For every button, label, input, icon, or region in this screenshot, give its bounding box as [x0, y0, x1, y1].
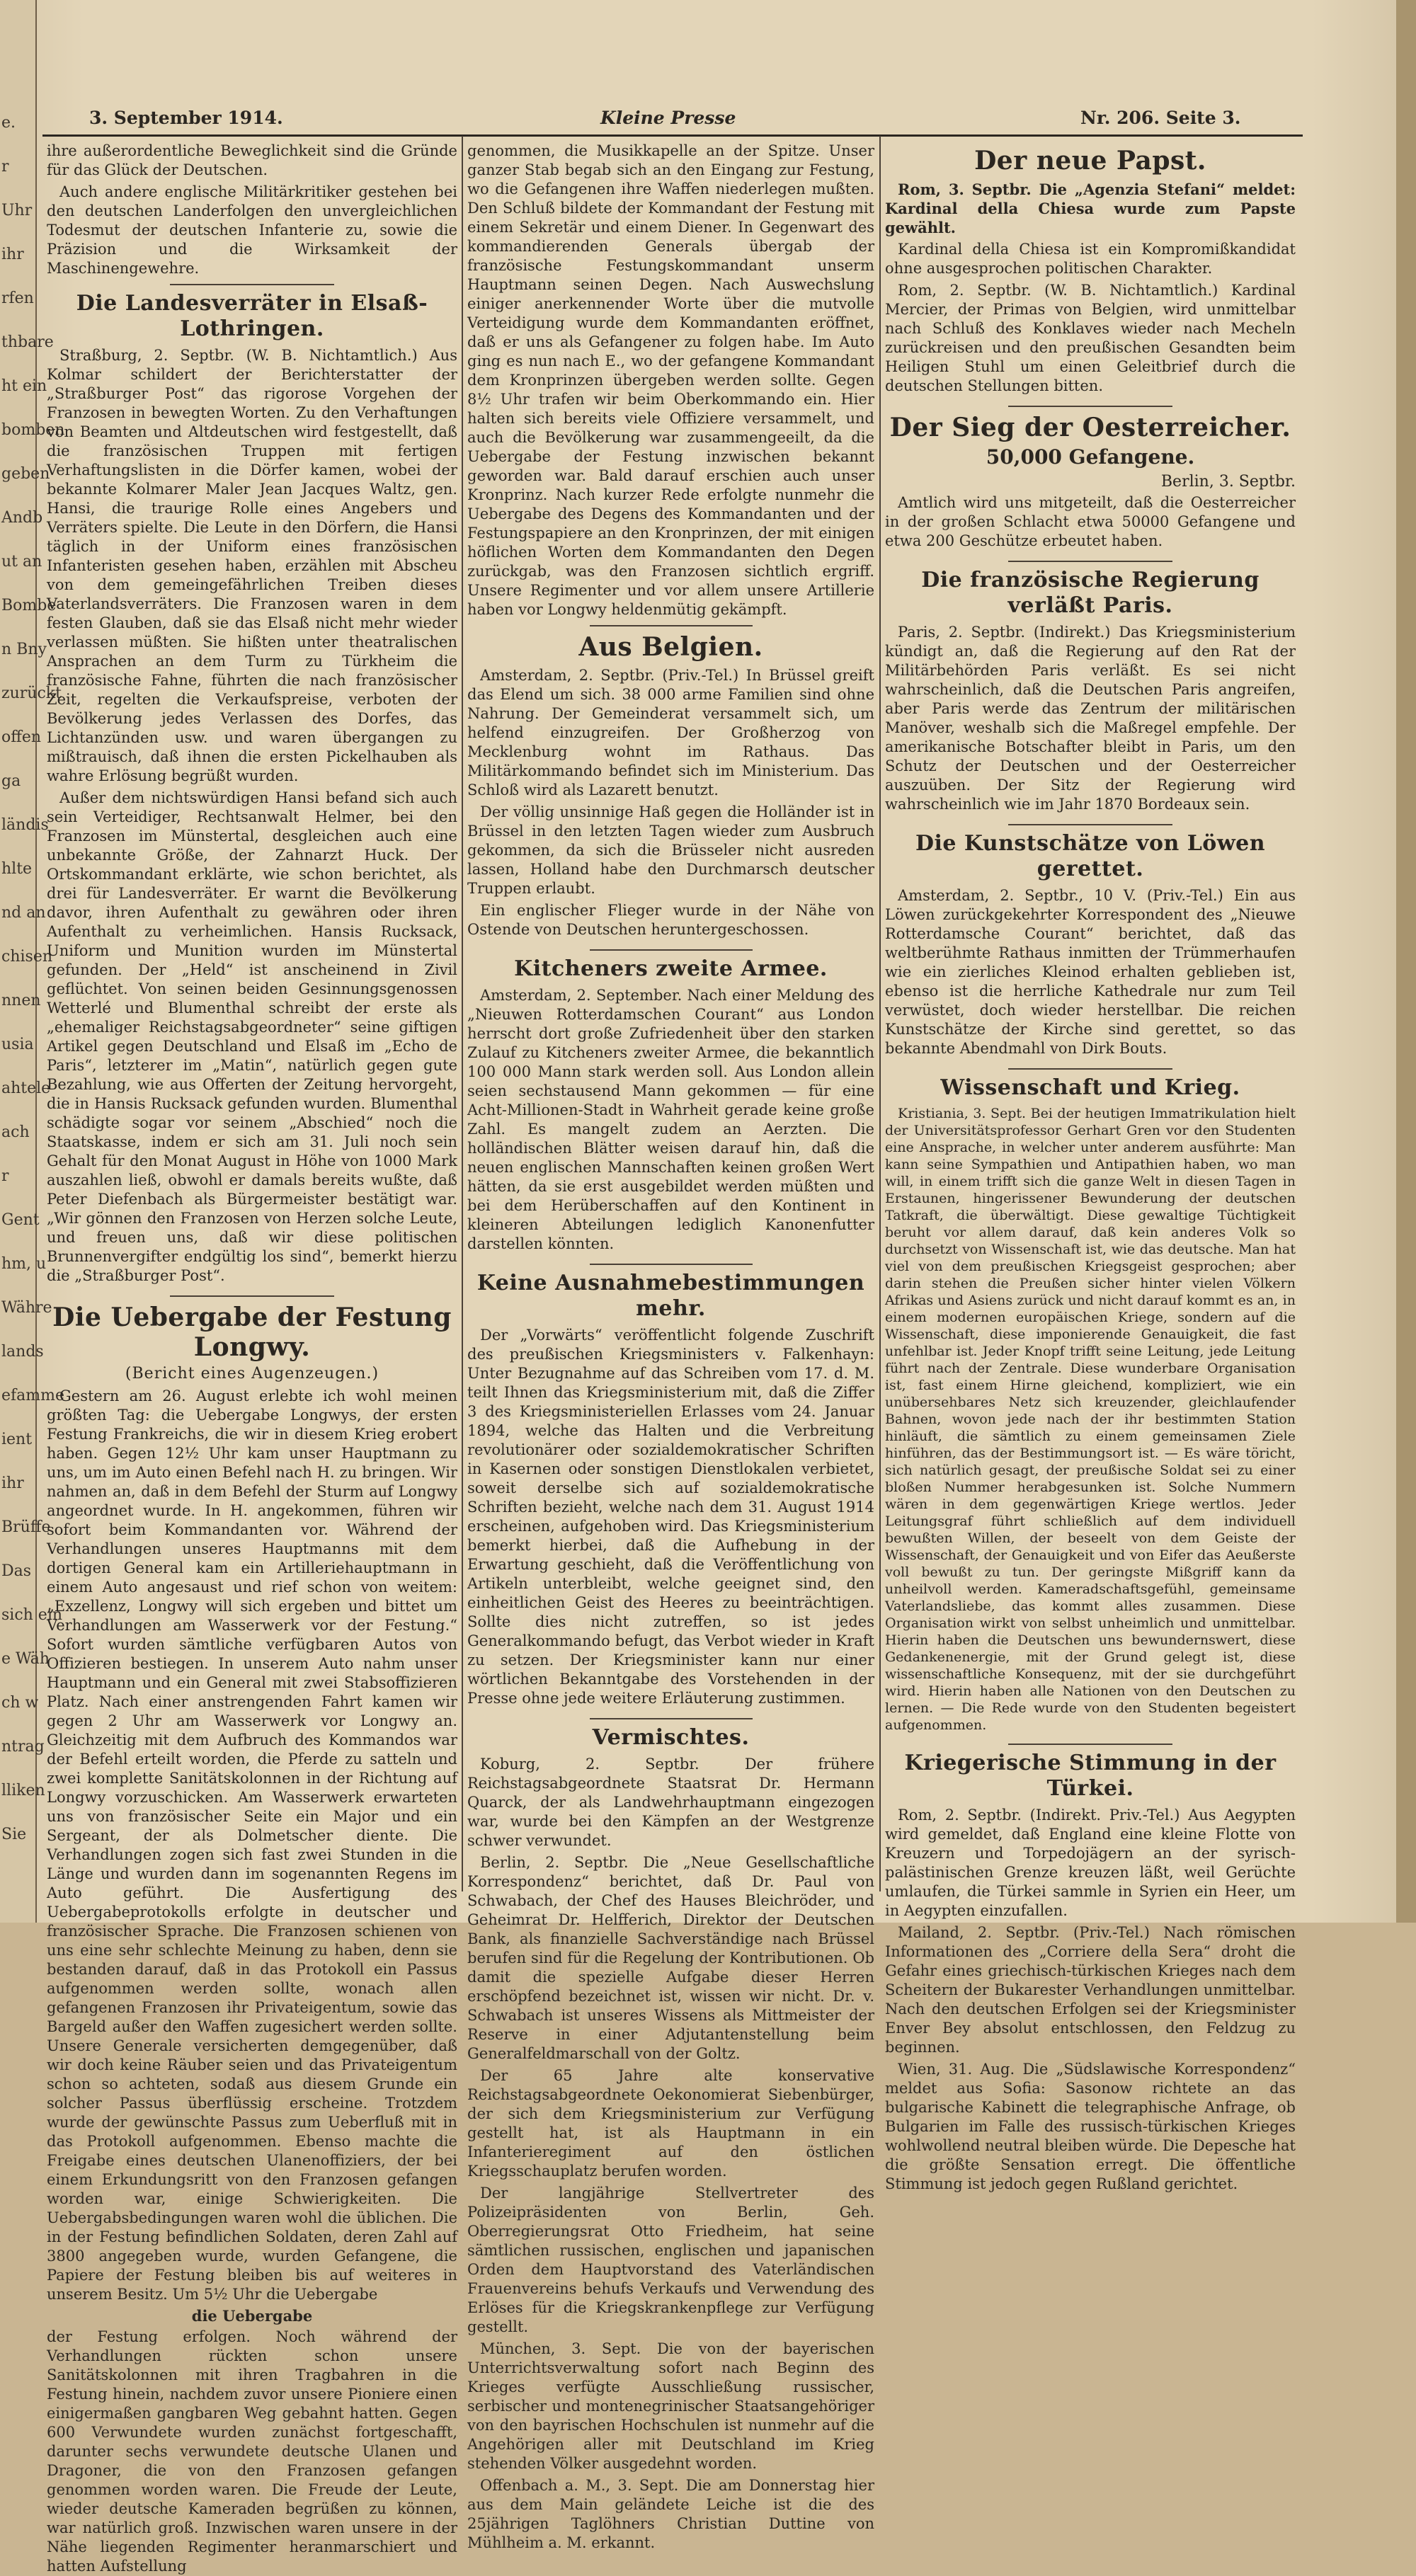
- page-edge-shadow: [1396, 0, 1416, 1923]
- previous-page-fragment: Bombe: [1, 597, 57, 614]
- article-longwy: [47, 1303, 457, 2576]
- article-paragraph: Berlin, 2. Septbr. Die „Neue Gesellschaftliche Korrespondenz“ berichtet, daß Dr. Paul von Schwabach, der Chef des Hauses Bleichröder, und Geheimrat Dr. Helfferich, Direktor der Deutschen Bank, als finanzielle Sachverständige nach Brüssel berufen sind für die Regelung der Kontributionen. Ob damit die spezielle Aufgabe dieser Herren erschöpfend bezeichnet ist, wissen wir nicht. Dr. v. Schwabach ist unseres Wissens als Mittmeister der Reserve in einer Adjutantenstellung beim Generalfeldmarschall von der Goltz.: [467, 1854, 874, 2062]
- article-paragraph: Rom, 3. Septbr. Die „Agenzia Stefani“ meldet: Kardinal della Chiesa wurde zum Papste gewählt.: [885, 181, 1296, 236]
- article-paragraph: Offenbach a. M., 3. Sept. Die am Donnerstag hier aus dem Main geländete Leiche ist die des 25jährigen Taglöhners Christian Duttine von Mühlheim a. M. erkannt.: [467, 2477, 874, 2551]
- article-wissenschaft: [885, 1075, 1296, 1734]
- article-tuerkei: [885, 1751, 1296, 2194]
- previous-page-fragment: ga: [1, 772, 21, 790]
- issue-date: 3. September 1914.: [89, 108, 283, 128]
- article-paragraph: Wien, 31. Aug. Die „Südslawische Korrespondenz“ meldet aus Sofia: Sasonow richtete an das bulgarische Kabinett die telegraphische Anfrage, ob Bulgarien im Falle des russisch-türkischen Krieges wohlwollend neutral bleiben würde. Die Depesche hat die größte Sensation erregt. Die öffentliche Stimmung ist jedoch gegen Rußland gerichtet.: [885, 2061, 1296, 2192]
- previous-page-fragment: hlte: [1, 860, 33, 878]
- article-subtitle: 50,000 Gefangene.: [986, 445, 1195, 469]
- article-oesterreicher: [885, 413, 1296, 551]
- article-paragraph: Ein englischer Flieger wurde in der Nähe von Ostende von Deutschen heruntergeschossen.: [467, 902, 874, 938]
- article-vermischtes: [467, 1725, 874, 2553]
- previous-page-fragment: nnen: [1, 992, 41, 1009]
- previous-page-fragment: thbare: [1, 333, 54, 351]
- previous-page-fragment: Währe: [1, 1299, 52, 1317]
- previous-page-fragment: ht ein: [1, 377, 47, 395]
- previous-page-fragment: Andb: [1, 509, 43, 527]
- divider: [170, 284, 334, 285]
- article-belgien: [467, 632, 874, 939]
- previous-page-fragment: ch w: [1, 1694, 39, 1712]
- previous-page-fragment: nd an: [1, 904, 46, 922]
- previous-page-fragment: Das: [1, 1562, 32, 1580]
- divider: [1008, 561, 1172, 562]
- article-paragraph: Kristiania, 3. Sept. Bei der heutigen Immatrikulation hielt der Universitätsprofessor Gerhart Gren vor den Studenten eine Ansprache, in welcher unter anderem ausführte: Man kann seine Sympathien und Antipathien haben, wo man will, in einem trifft sich die ganze Welt in diesen Tagen in Erstaunen, hingerissener Bewunderung der deutschen Tatkraft, die überwältigt. Diese gewaltige Tüchtigkeit beruht vor allem darauf, daß kein anderes Volk so durchsetzt von Wissenschaft ist, wie das deutsche. Man hat viel von dem preußischen Kriegsgeist gesprochen; aber darin stehen die Preußen sicher hinter vielen Völkern Afrikas und Asiens zurück und nicht darauf kommt es an, in einem modernen europäischen Kriege, sondern auf die Wissenschaft, diese imponierende Genauigkeit, die fast unfehlbar ist. Jeder Knopf trifft seine Leitung, jede Leitung führt nach der Zentrale. Diese wunderbare Organisation ist, fast einem Hirne gleichend, kompliziert, wie ein unübersehbares Netz sich kreuzender, gleichlaufender Bahnen, wovon jede nach der ihr bestimmten Station hinläuft, die sämtlich zu einem gemeinsamen Ziele hinführen, das der Bestimmungsort ist. — Es wäre töricht, sich natürlich gesagt, der preußische Soldat sei zu einer bloßen Nummer herabgesunken ist. Solche Nummern wären in dem gegenwärtigen Kriege wertlos. Jeder Leitungsgraf führt schließlich auf dem individuell bewußten Willen, der beseelt von dem Geiste der Wissenschaft, der Genauigkeit und von Eifer das Aeußerste voll bewußt zu tun. Der geringste Mißgriff kann da unheilvoll werden. Kameradschaftsgefühl, gemeinsame Vaterlandsliebe, das kommt alles zusammen. Diese Organisation wirkt von selbst unheimlich und unmittelbar. Hierin haben die Deutschen uns bewundernswert, diese Gedankenenergie, mit der Grund gelegt ist, diese wissenschaftliche Konsequenz, mit der sie durchgeführt wird. Hierin haben alle Nationen von den Deutschen zu lernen. — Die Rede wurde von den Studenten begeistert aufgenommen.: [885, 1106, 1296, 1733]
- previous-page-fragment: n Bny: [1, 641, 47, 658]
- divider: [590, 625, 753, 626]
- previous-page-fragment: geben: [1, 465, 50, 483]
- article-title: Der neue Papst.: [974, 146, 1206, 176]
- article-title: Die Kunstschätze von Löwen gerettet.: [915, 831, 1266, 881]
- article-papst: [885, 146, 1296, 396]
- previous-page-fragment: usia: [1, 1036, 34, 1053]
- previous-page-fragment: r: [1, 1167, 9, 1185]
- previous-page-fragment: offen: [1, 728, 42, 746]
- article-paragraph: Rom, 2. Septbr. (W. B. Nichtamtlich.) Kardinal Mercier, der Primas von Belgien, wird unmittelbar nach Schluß des Konklaves wieder nach Mecheln zurückreisen und den preußischen Gesandten beim Heiligen Stuhl um einen Geleitbrief durch die deutschen Stellungen bitten.: [885, 282, 1296, 394]
- article-title: Die Landesverräter in Elsaß-Lothringen.: [76, 291, 428, 341]
- previous-page-fragment: bomben: [1, 421, 65, 439]
- article-paragraph: Auch andere englische Militärkritiker gestehen bei den deutschen Landerfolgen den unvergleichlichen Todesmut der deutschen Infanterie zu, sowie die Präzision und die Wirksamkeit der Maschinengewehre.: [47, 183, 457, 277]
- masthead: [42, 108, 1296, 136]
- article-paragraph: Amsterdam, 2. September. Nach einer Meldung des „Nieuwen Rotterdamschen Courant“ aus London herrscht dort große Zufriedenheit über den starken Zulauf zu Kitcheners zweiter Armee, die bekanntlich 100 000 Mann stark werden soll. Aus London allein seien sechstausend Mann gekommen — für eine Acht-Millionen-Stadt in Wahrheit gerade keine große Zahl. Es mangelt zudem an Aerzten. Die holländischen Blätter weisen darauf hin, daß die neuen englischen Mannschaften keinen großen Wert hätten, da sie erst ausgebildet werden müßten und bei dem Herüberschaffen auf den Kontinent in kleineren Abteilungen lediglich Kanonenfutter darstellen könnten.: [467, 987, 874, 1252]
- divider: [590, 1718, 753, 1719]
- previous-page-fragment: Uhr: [1, 202, 33, 219]
- previous-page-fragment: ihr: [1, 246, 24, 263]
- previous-page-fragment: ländis: [1, 816, 49, 834]
- previous-page-fragment: Sie: [1, 1826, 27, 1843]
- article-landesverraeter: [47, 291, 457, 1286]
- previous-page-fragment: chisen: [1, 948, 53, 966]
- previous-page-fragment: sich ein: [1, 1606, 63, 1624]
- column-rule: [462, 136, 463, 1891]
- article-loewen: [885, 831, 1296, 1058]
- article-title: Wissenschaft und Krieg.: [940, 1075, 1240, 1100]
- article-title: Die Uebergabe der Festung Longwy.: [52, 1303, 452, 1362]
- article-paragraph: Amtlich wird uns mitgeteilt, daß die Oesterreicher in der großen Schlacht etwa 50000 Gefangene und etwa 200 Geschütze erbeutet haben.: [885, 494, 1296, 549]
- divider: [1008, 1744, 1172, 1745]
- article-title: Kitcheners zweite Armee.: [514, 956, 828, 981]
- previous-page-fragment: ihr: [1, 1475, 24, 1492]
- previous-page-fragment: rfen: [1, 290, 34, 307]
- article-paragraph: Der „Vorwärts“ veröffentlicht folgende Zuschrift des preußischen Kriegsministers v. Falkenhayn: Unter Bezugnahme auf das Schreiben vom 17. d. M. teilt Ihnen das Kriegsministerium mit, daß die Ziffer 3 des Kriegsministeriellen Erlasses vom 24. Januar 1894, welche das Halten und die Verbreitung revolutionärer oder sozialdemokratischer Schriften in Kasernen oder sonstigen Dienstlokalen verbietet, soweit derselbe sich auf sozialdemokratische Schriften bezieht, welche nach dem 31. August 1914 erscheinen, aufgehoben wird. Das Kriegsministerium bemerkt hierbei, daß die Aufhebung in der Erwartung geschieht, daß die Veröffentlichung von Artikeln unterbleibt, welche geeignet sind, den einheitlichen Geist des Heeres zu beeinträchtigen. Sollte dies nicht zutreffen, so ist jedes Generalkommando befugt, das Verbot wieder in Kraft zu setzen. Der Kriegsminister kann nur einer wörtlichen Bekanntgabe des Vorstehenden in der Presse ohne jede weitere Erläuterung zustimmen.: [467, 1327, 874, 1707]
- article-paragraph: Rom, 2. Septbr. (Indirekt. Priv.-Tel.) Aus Aegypten wird gemeldet, daß England eine kleine Flotte von Kreuzern und Torpedojägern an der syrisch-palästinischen Grenze kreuzen läßt, weil Gerüchte umlaufen, die Türkei sammle in Syrien ein Heer, um in Aegypten einzufallen.: [885, 1807, 1296, 1919]
- article-paragraph: der Festung erfolgen. Noch während der Verhandlungen rückten schon unsere Sanitätskolonnen mit ihren Tragbahren in die Festung hinein, nachdem zuvor unsere Pioniere einen einigermaßen gangbaren Weg gebahnt hatten. Gegen 600 Verwundete wurden zunächst fortgeschafft, darunter sechs verwundete deutsche Ulanen und Dragoner, die von den Franzosen gefangen genommen worden waren. Die Freude der Leute, wieder deutsche Kameraden begrüßen zu können, war natürlich groß. Inzwischen waren unsere in der Nähe liegenden Regimenter heranmarschiert und hatten Aufstellung: [47, 2328, 457, 2575]
- previous-page-fragment: hm, u: [1, 1255, 47, 1273]
- issue-page-number: Nr. 206. Seite 3.: [1080, 108, 1241, 128]
- article-subtitle: (Bericht eines Augenzeugen.): [125, 1365, 379, 1383]
- article-paragraph: Mailand, 2. Septbr. (Priv.-Tel.) Nach römischen Informationen des „Corriere della Sera“ droht die Gefahr eines griechisch-türkischen Krieges nach dem Scheitern der Bukarester Verhandlungen unmittelbar. Nach den deutschen Erfolgen sei der Kriegsminister Enver Bey absolut entschlossen, den Feldzug zu beginnen.: [885, 1924, 1296, 2056]
- article-paris: [885, 568, 1296, 814]
- divider: [590, 1264, 753, 1265]
- article-paragraph: Amsterdam, 2. Septbr., 10 V. (Priv.-Tel.) Ein aus Löwen zurückgekehrter Korrespondent des „Nieuwe Rotterdamsche Courant“ berichtet, daß das weltberühmte Rathaus inmitten der Trümmerhaufen wie ein zierliches Kleinod erhalten geblieben ist, ebenso ist die herrliche Kathedrale nur zum Teil verwüstet, doch wieder herstellbar. Die reichen Kunstschätze der Kirche sind gerettet, so das bekannte Abendmahl von Dirk Bouts.: [885, 887, 1296, 1057]
- divider: [1008, 824, 1172, 825]
- previous-page-fragment: r: [1, 158, 9, 176]
- article-paragraph: Kardinal della Chiesa ist ein Kompromißkandidat ohne ausgesprochen politischen Charakter.: [885, 241, 1296, 277]
- previous-page-fragment: ient: [1, 1431, 33, 1448]
- previous-page-fragment: zurückt: [1, 685, 62, 702]
- article-paragraph: München, 3. Sept. Die von der bayerischen Unterrichtsverwaltung sofort nach Beginn des Krieges verfügte Ausschließung russischer, serbischer und montenegrinischer Staatsangehöriger von den bayrischen Hochschulen ist nunmehr auf die Angehörigen aller mit Deutschland im Krieg stehenden Völker ausgedehnt worden.: [467, 2340, 874, 2472]
- article-paragraph: Der 65 Jahre alte konservative Reichstagsabgeordnete Oekonomierat Siebenbürger, der sich dem Kriegsministerium zur Verfügung gestellt hat, ist als Hauptmann in ein Infanterieregiment auf den östlichen Kriegsschauplatz berufen worden.: [467, 2067, 874, 2180]
- article-ausnahmebestimmungen: [467, 1271, 874, 1708]
- article-title: Der Sieg der Oesterreicher.: [889, 413, 1291, 442]
- previous-page-edge: [0, 0, 65, 1923]
- previous-page-fragment: efamme: [1, 1387, 65, 1404]
- article-dateline: Berlin, 3. Septbr.: [1160, 473, 1296, 491]
- article-paragraph: Der völlig unsinnige Haß gegen die Holländer ist in Brüssel in den letzten Tagen wieder zum Ausbruch gekommen, da sich die Brüsseler nicht ausreden lassen, Holland habe den Durchmarsch deutscher Truppen erlaubt.: [467, 803, 874, 897]
- divider: [590, 949, 753, 951]
- previous-page-fragment: ut an: [1, 553, 42, 571]
- article-continuation: genommen, die Musikkapelle an der Spitze. Unser ganzer Stab begab sich an den Eingang zur Festung, wo die Gefangenen ihre Waffen niederlegen mußten. Den Schluß bildete der Kommandant der Festung mit einem Sekretär und einem Diener. In Gegenwart des kommandierenden Generals übergab der französische Festungskommandant unserm Hauptmann seinen Degen. Nach Auswechslung einiger anerkennender Worte über die mutvolle Verteidigung wurde dem Kommandanten eröffnet, daß er uns als Gefangener zu folgen habe. Im Auto ging es nun nach E., wo der gefangene Kommandant dem Kronprinzen übergeben werden sollte. Gegen 8½ Uhr trafen wir beim Oberkommando ein. Hier halten sich bereits viele Offiziere versammelt, und auch die Bevölkerung war zusammengeeilt, da die Uebergabe der Festung inzwischen bekannt geworden war. Bald darauf erschien auch unser Kronprinz. Nach kurzer Rede erfolgte nunmehr die Uebergabe des Degens des Kommandanten und der Festungspapiere an den Kronprinzen, der mit einigen höflichen Worten dem Kommandanten den Degen zurückgab, was den Franzosen sichtlich ergriff. Unsere Regimenter und vor allem unsere Artillerie haben vor Longwy heldenmütig gekämpft.: [467, 142, 874, 618]
- previous-page-fragment: ahtele: [1, 1080, 51, 1097]
- article-midline: die Uebergabe: [191, 2307, 313, 2325]
- article-title: Aus Belgien.: [578, 632, 763, 662]
- header-rule: [42, 134, 1303, 137]
- newspaper-name: Kleine Presse: [600, 108, 736, 128]
- divider: [170, 1295, 334, 1297]
- article-paragraph: Koburg, 2. Septbr. Der frühere Reichstagsabgeordnete Staatsrat Dr. Hermann Quarck, der als Landwehrhauptmann eingezogen war, wurde bei den Kämpfen an der Westgrenze schwer verwundet.: [467, 1756, 874, 1849]
- column-2: [467, 142, 874, 2551]
- article-paragraph: Amsterdam, 2. Septbr. (Priv.-Tel.) In Brüssel greift das Elend um sich. 38 000 arme Familien sind ohne Nahrung. Der Gemeinderat versammelt sich, um helfend einzugreifen. Der Großherzog von Mecklenburg wohnt im Rathaus. Das Militärkommando befindet sich im Ministerium. Das Schloß wird als Lazarett benutzt.: [467, 667, 874, 798]
- article-title: Die französische Regierung verläßt Paris.: [921, 568, 1260, 618]
- article-continuation: ihre außerordentliche Beweglichkeit sind die Gründe für das Glück der Deutschen.: [47, 142, 457, 178]
- column-3: [885, 142, 1296, 2192]
- article-title: Keine Ausnahmebestimmungen mehr.: [476, 1271, 865, 1321]
- column-1: [47, 142, 457, 2575]
- article-paragraph: Außer dem nichtswürdigen Hansi befand sich auch sein Verteidiger, Rechtsanwalt Helmer, bei den Franzosen im Münstertal, desgleichen auch eine unbekannte Größe, der Zahnarzt Huck. Der Ortskommandant erklärte, wie schon berichtet, als drei für Landesverräter. Er warnt die Bevölkerung davor, ihren Aufenthalt zu gewähren oder ihren Aufenthalt zu verheimlichen. Hansis Rucksack, Uniform und Munition wurden im Münstertal gefunden. Der „Held“ ist anscheinend in Zivil geflüchtet. Von seinen beiden Gesinnungsgenossen Wetterlé und Blumenthal schreibt der erste als „ehemaliger Reichstagsabgeordneter“ seine giftigen Artikel gegen Deutschland und Elsaß im „Echo de Paris“, letzterer im „Matin“, natürlich gegen gute Bezahlung, wie aus Offerten der Zeitung hervorgeht, die in Hansis Rucksack gefunden wurden. Blumenthal schädigte sogar vor seinem „Abschied“ noch die Staatskasse, indem er sich am 31. Juli noch sein Gehalt für den Monat August in Höhe von 1000 Mark auszahlen ließ, obwohl er damals bereits wußte, daß Peter Diefenbach als Bürgermeister bestätigt war. „Wir gönnen den Franzosen von Herzen solche Leute, und freuen uns, daß wir diese politischen Brunnenvergifter endgültig los sind“, bemerkt hierzu die „Straßburger Post“.: [47, 789, 457, 1284]
- previous-page-fragment: e Wäh: [1, 1650, 50, 1668]
- article-title: Vermischtes.: [592, 1725, 750, 1750]
- previous-page-fragment: ntrag: [1, 1738, 45, 1756]
- previous-page-fragment: ach: [1, 1123, 30, 1141]
- divider: [1008, 406, 1172, 407]
- previous-page-fragment: e.: [1, 114, 16, 132]
- article-title: Kriegerische Stimmung in der Türkei.: [904, 1751, 1277, 1801]
- article-kitchener: [467, 956, 874, 1254]
- previous-page-fragment: Brüffe: [1, 1518, 51, 1536]
- article-paragraph: Der langjährige Stellvertreter des Polizeipräsidenten von Berlin, Geh. Oberregierungsrat Otto Friedheim, hat seine sämtlichen russischen, englischen und japanischen Orden dem Hauptvorstand des Vaterländischen Frauenvereins behufs Verkaufs und Verwendung des Erlöses für die Kriegskrankenpflege zur Verfügung gestellt.: [467, 2185, 874, 2335]
- previous-page-fragment: lands: [1, 1343, 44, 1361]
- previous-page-fragment: lliken: [1, 1782, 45, 1799]
- article-paragraph: Straßburg, 2. Septbr. (W. B. Nichtamtlich.) Aus Kolmar schildert der Berichterstatter der „Straßburger Post“ das rigorose Vorgehen der Franzosen in bewegten Worten. Zu den Verhaftungen von Beamten und Altdeutschen wird festgestellt, daß die französischen Truppen mit fertigen Verhaftungslisten in die Dörfer kamen, wobei der bekannte Kolmarer Maler Jean Jacques Waltz, gen. Hansi, die traurige Rolle eines Angebers und Verräters spielte. Die Leute in den Dörfern, die Hansi täglich in der Uniform eines französischen Infanteristen gesehen haben, erzählen mit Abscheu von dem gemeingefährlichen Treiben dieses Vaterlandsverräters. Die Franzosen waren in dem festen Glauben, daß sie das Elsaß nicht mehr wieder verlassen müßten. Sie hißten unter theatralischen Ansprachen an dem Turm zu Türkheim die französische Fahne, führten die nach französischer Zeit, regelten die Verkaufspreise, verboten der Bevölkerung jedes Verlassen des Dorfes, das Lichtanzünden usw. und waren übergangen zu mißtrauisch, daß ihnen die ersten Pickelhauben als wahre Erlösung begrüßt wurden.: [47, 347, 457, 784]
- article-paragraph: Gestern am 26. August erlebte ich wohl meinen größten Tag: die Uebergabe Longwys, der ersten Festung Frankreichs, die wir in diesem Krieg erobert haben. Gegen 12½ Uhr kam unser Hauptmann zu uns, um im Auto einen Befehl nach H. zu bringen. Wir nahmen an, daß in dem Befehl der Sturm auf Longwy angeordnet wurde. In H. angekommen, führen wir sofort beim Kommandanten vor. Während der Verhandlungen unseres Hauptmanns mit dem dortigen General kam ein Artilleriehauptmann in einem Auto angesaust und rief schon von weitem: „Exzellenz, Longwy will sich ergeben und bittet um Verhandlungen am Wasserwerk vor der Festung.“ Sofort wurden sämtliche verfügbaren Autos von Offizieren bestiegen. In unserem Auto nahm unser Hauptmann und ein General mit zwei Stabsoffizieren Platz. Nach einer anstrengenden Fahrt kamen wir gegen 2 Uhr am Wasserwerk vor Longwy an. Gleichzeitig mit dem Aufbruch des Kommandos war der Befehl erteilt worden, die Pferde zu satteln und zwei komplette Sanitätskolonnen in der Richtung auf Longwy vorzuschicken. Am Wasserwerk erwarteten uns von französischer Seite ein Major und ein Sergeant, der als Dolmetscher diente. Die Verhandlungen zogen sich fast zwei Stunden in die Länge und wurden dann im sogenannten Regens im Auto geführt. Die Ausfertigung des Uebergabeprotokolls erfolgte in deutscher und französischer Sprache. Die Franzosen schienen von uns eine sehr schlechte Meinung zu haben, denn sie bestanden darauf, daß in das Protokoll ein Passus aufgenommen werden sollte, wonach allen gefangenen Franzosen ihr Privateigentum, sowie das Bargeld außer den Waffen zugesichert werden sollte. Unsere Generale versicherten demgegenüber, daß wir doch keine Räuber seien und das Privateigentum schon so achteten, sodaß aus diesem Grunde ein solcher Passus überflüssig erscheine. Trotzdem wurde der gewünschte Passus zum Ueberfluß mit in das Protokoll aufgenommen. Ebenso machte die Freigabe eines deutschen Ulanenoffiziers, der bei einem Erkundungsritt von den Franzosen gefangen worden war, einige Schwierigkeiten. Die Uebergabsbedingungen waren wohl die üblichen. Die in der Festung befindlichen Soldaten, deren Zahl auf 3800 angegeben wurde, wurden Gefangene, die Papiere der Festung bleiben bis auf weiteres in unserem Besitz. Um 5½ Uhr die Uebergabe: [47, 1387, 457, 2303]
- previous-page-fragment: Gent: [1, 1211, 40, 1229]
- column-rule: [879, 136, 881, 1891]
- article-paragraph: Paris, 2. Septbr. (Indirekt.) Das Kriegsministerium kündigt an, daß die Regierung auf den Rat der Militärbehörden Paris verläßt. Es sei nicht wahrscheinlich, daß die Deutschen Paris angreifen, aber Paris werde das Zentrum der militärischen Manöver, weshalb sich die Maßregel empfehle. Der amerikanische Botschafter bleibt in Paris, um den Schutz der Deutschen und der Oesterreicher auszuüben. Der Sitz der Regierung wird wahrscheinlich wie im Jahr 1870 Bordeaux sein.: [885, 624, 1296, 813]
- divider: [1008, 1068, 1172, 1070]
